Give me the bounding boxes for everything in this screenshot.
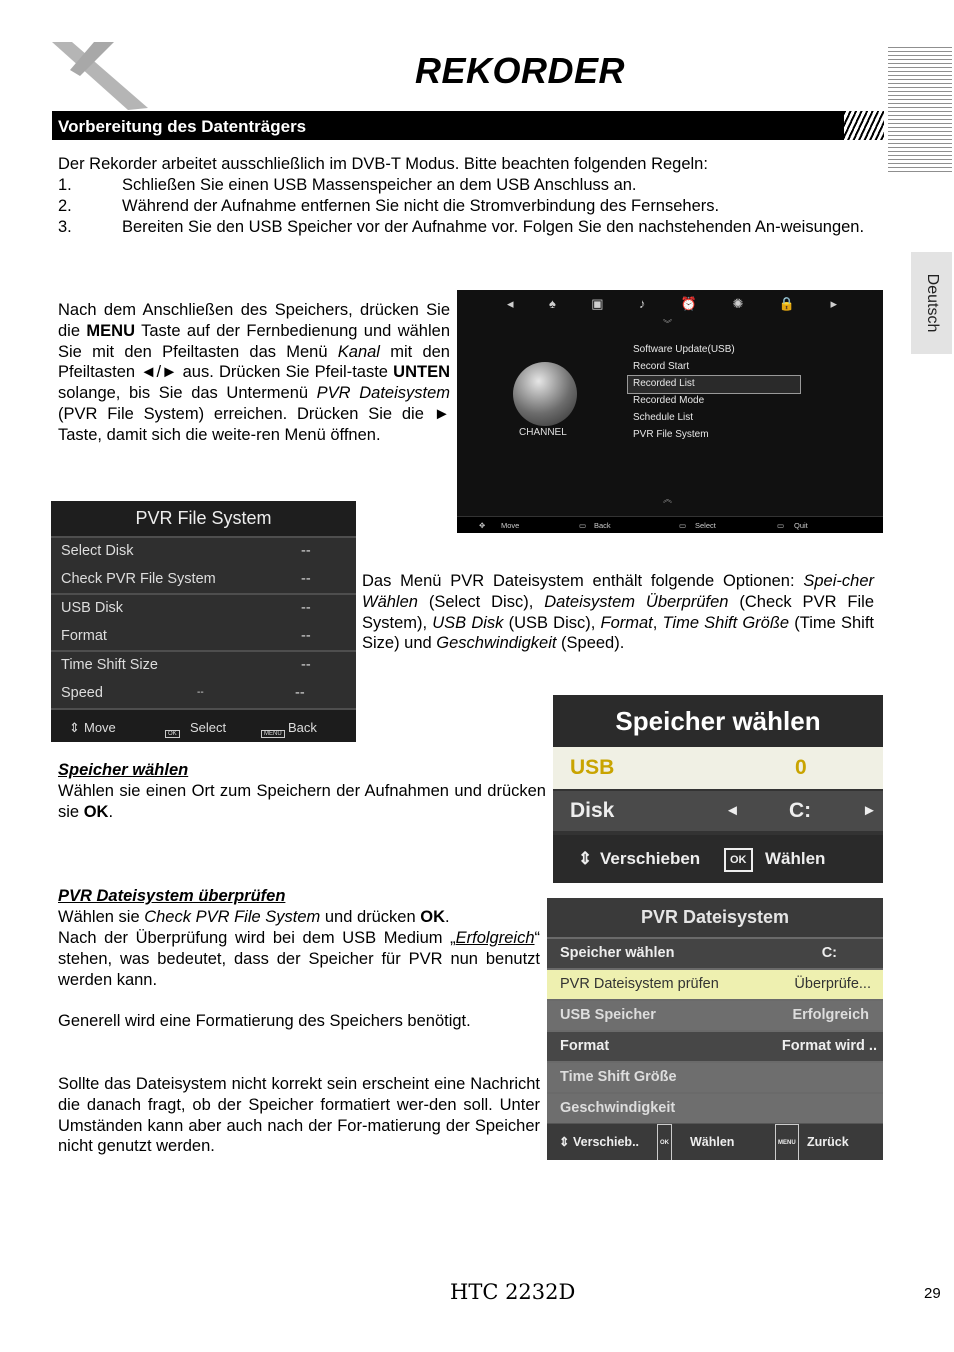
pvr-row: Select Disk -- xyxy=(61,543,311,559)
channel-menu-screenshot xyxy=(457,290,883,533)
pvr-footer: ⇕ Move OK Select MENU Back xyxy=(51,708,356,742)
footer-quit: Quit xyxy=(794,521,808,530)
menu-item: Recorded Mode xyxy=(633,395,705,406)
menu-key-icon: ▭ xyxy=(579,521,587,530)
list-text: Schließen Sie einen USB Massenspeicher an dem USB Anschluss an. xyxy=(122,176,637,194)
move-icon: ✥ xyxy=(479,521,486,530)
pvr-row: USB Disk -- xyxy=(61,600,311,616)
updown-arrow-icon: ⇕ xyxy=(559,1135,570,1149)
settings-icon: ✺ xyxy=(732,296,744,311)
pds-row-selected: PVR Dateisystem prüfen Überprüfe... xyxy=(547,968,883,999)
menu-item: PVR File System xyxy=(633,429,709,440)
brand-logo xyxy=(50,40,150,112)
footer-select: Select xyxy=(695,521,716,530)
speicher-text: Wählen sie einen Ort zum Speichern der Aufnahmen und drücken sie OK. xyxy=(58,782,546,821)
pds-row: Format Format wird .. xyxy=(547,1030,883,1061)
exit-key-icon: ▭ xyxy=(777,521,785,530)
chevron-down-icon: ︾ xyxy=(663,319,673,329)
speicher-heading: Speicher wählen xyxy=(58,761,189,779)
ok-key-icon: ▭ xyxy=(679,521,687,530)
chevron-up-icon: ︽ xyxy=(663,494,673,504)
list-number: 2. xyxy=(58,197,72,215)
pvr-row: Format -- xyxy=(61,628,311,644)
section-heading: Vorbereitung des Datenträgers xyxy=(58,117,307,136)
pvr-title: PVR File System xyxy=(51,501,356,536)
footer-move: Move xyxy=(84,720,116,735)
pds-row: Speicher wählen C: xyxy=(547,937,883,968)
clock-icon: ⏰ xyxy=(680,296,698,311)
menu-item: Record Start xyxy=(633,361,690,372)
updown-arrow-icon: ⇕ xyxy=(578,849,593,868)
page-title: REKORDER xyxy=(415,50,626,91)
channel-icon: ♠ xyxy=(548,296,556,311)
language-tab-label: Deutsch xyxy=(923,273,941,333)
pvr-file-system-screenshot xyxy=(51,501,356,742)
list-number: 1. xyxy=(58,176,72,194)
pds-row: USB Speicher Erfolgreich xyxy=(547,999,883,1030)
ok-key-icon: OK xyxy=(724,848,753,872)
menu-footer xyxy=(457,516,883,533)
lock-icon: 🔒 xyxy=(778,296,796,311)
pvrcheck-heading: PVR Dateisystem überprüfen xyxy=(58,887,286,905)
pvr-row: Time Shift Size -- xyxy=(61,657,311,673)
menu-item: Recorded List xyxy=(633,378,695,389)
sound-icon: ♪ xyxy=(639,296,646,311)
list-text: Während der Aufnahme entfernen Sie nicht die Stromverbindung des Fernsehers. xyxy=(122,197,720,215)
arrow-left-icon: ◄ xyxy=(725,802,740,819)
pvrcheck-line2: Nach der Überprüfung wird bei dem USB Medium „Erfolgreich“ stehen, was bedeutet, dass der Speicher für PVR nun benutzt werden kann. xyxy=(58,929,540,989)
footer-move: Move xyxy=(501,521,520,530)
format-warning: Sollte das Dateisystem nicht korrekt sein erscheint eine Nachricht die danach fragt, ob der Speicher formatiert wer-den soll. Unter Umständen kann aber auch nach der For-matierung der Speicher nicht genutzt werden. xyxy=(58,1075,540,1156)
format-note: Generell wird eine Formatierung des Speichers benötigt. xyxy=(58,1012,471,1030)
pds-footer: ⇕ Verschieb.. OK Wählen MENU Zurück xyxy=(547,1124,883,1160)
footer-back: Back xyxy=(288,720,317,735)
updown-arrow-icon: ⇕ xyxy=(69,720,80,735)
pvr-dateisystem-screenshot xyxy=(547,898,883,1160)
speicher-footer: ⇕ Verschieben OK Wählen xyxy=(553,835,883,883)
disk-row: Disk ◄ C: ► xyxy=(553,791,883,831)
channel-label: CHANNEL xyxy=(519,427,567,438)
arrow-right-icon: ► xyxy=(862,802,877,819)
menu-item: Schedule List xyxy=(633,412,694,423)
pds-row: Geschwindigkeit xyxy=(547,1092,883,1123)
footer-back: Back xyxy=(594,521,611,530)
speicher-waehlen-screenshot xyxy=(553,695,883,883)
arrow-right-icon: ▸ xyxy=(830,296,837,311)
decorative-stripes xyxy=(888,44,952,172)
usb-row: USB 0 xyxy=(553,747,883,789)
language-tab xyxy=(911,252,952,354)
list-number: 3. xyxy=(58,218,72,236)
pds-row: Time Shift Größe xyxy=(547,1061,883,1092)
menu-item: Software Update(USB) xyxy=(633,344,735,355)
list-text: Bereiten Sie den USB Speicher vor der Aufnahme vor. Folgen Sie den nachstehenden An-weisungen. xyxy=(122,218,865,236)
section-bar-pattern xyxy=(844,111,884,140)
model-name: HTC 2232D xyxy=(450,1280,576,1304)
arrow-left-icon: ◂ xyxy=(507,296,514,311)
footer-select: Select xyxy=(190,720,227,735)
options-paragraph: Das Menü PVR Dateisystem enthält folgende Optionen: Spei-cher Wählen (Select Disc), Dateisystem Überprüfen (Check PVR File System), USB Disk (USB Disc), Format, Time Shift Größe (Time Shift Size) und Geschwindigkeit (Speed). xyxy=(362,572,875,653)
pvrcheck-line1: Wählen sie Check PVR File System und drücken OK. xyxy=(58,908,450,926)
intro-line: Der Rekorder arbeitet ausschließlich im DVB-T Modus. Bitte beachten folgenden Regeln: xyxy=(58,155,708,173)
pvr-row: Check PVR File System -- xyxy=(61,571,311,587)
picture-icon: ▣ xyxy=(591,296,604,311)
page-number: 29 xyxy=(924,1285,941,1302)
channel-globe-icon xyxy=(513,362,577,426)
pds-title: PVR Dateisystem xyxy=(547,898,883,937)
menu-instructions: Nach dem Anschließen des Speichers, drücken Sie die MENU Taste auf der Fernbedienung und wählen Sie mit den Pfeiltasten das Menü Kanal mit den Pfeiltasten ◄/► aus. Drücken Sie Pfeil-taste UNTEN solange, bis Sie das Untermenü PVR Dateisystem (PVR File System) erreichen. Drücken Sie die ► Taste, damit sich die weite-ren Menü öffnen. xyxy=(58,301,450,444)
pvr-row: Speed -- -- xyxy=(61,685,305,701)
menu-icon-bar xyxy=(507,296,837,312)
speicher-title: Speicher wählen xyxy=(553,695,883,747)
